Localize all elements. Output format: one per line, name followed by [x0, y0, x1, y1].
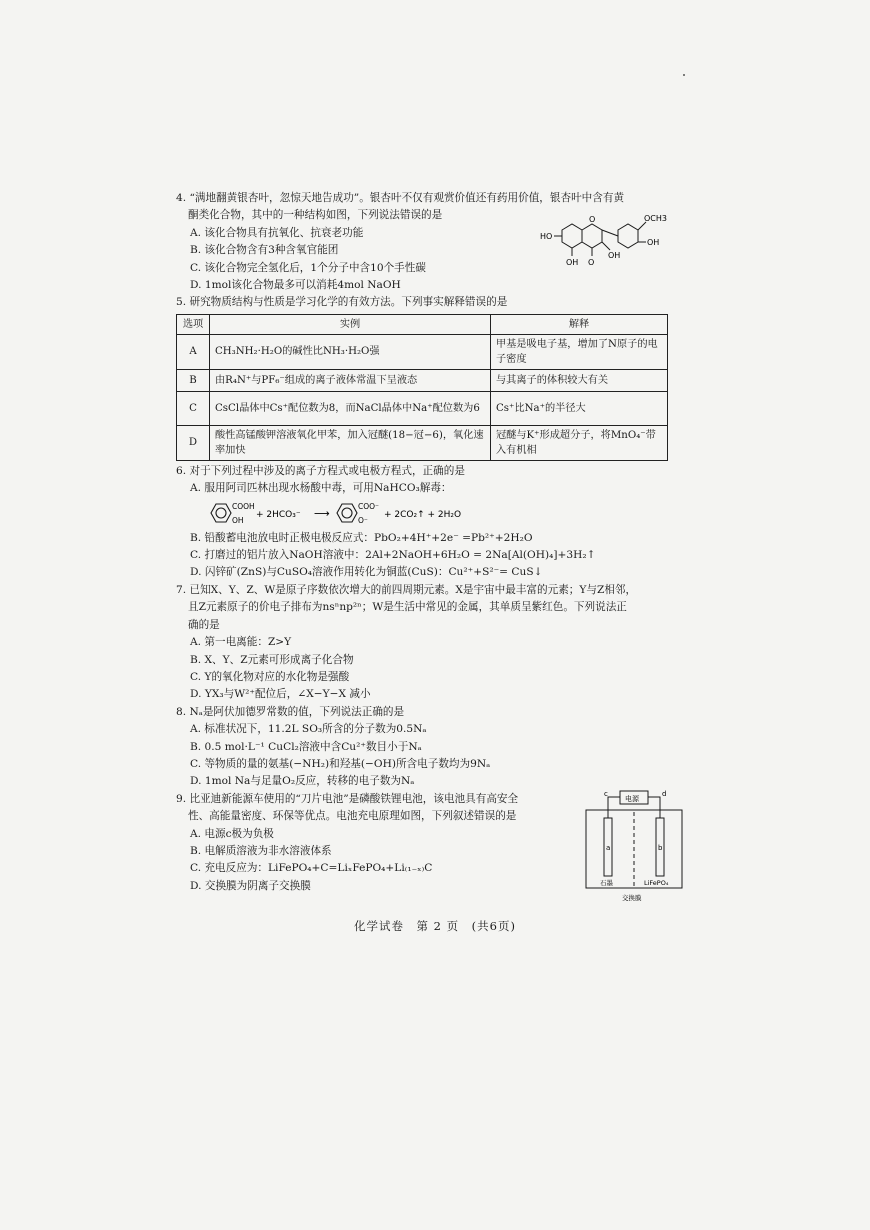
- cell-label-c: c: [604, 790, 608, 798]
- q9-stem-line2: 性、高能量密度、环保等优点。电池充电原理如图，下列叙述错误的是: [188, 810, 517, 823]
- mol-oh-bottom-left: OH: [566, 258, 579, 267]
- q4-option-d: D. 1mol该化合物最多可以消耗4mol NaOH: [190, 279, 401, 292]
- q5-row-b-example: 由R₄N⁺与PF₆⁻组成的离子液体常温下呈液态: [210, 369, 491, 391]
- cell-label-graphite: 石墨: [600, 879, 613, 887]
- eq-coo-label: COO⁻: [358, 501, 380, 511]
- question-7: [176, 582, 668, 704]
- table-row: [177, 425, 668, 460]
- mol-o-ring: O: [589, 215, 596, 224]
- flavonoid-structure-figure: [540, 210, 680, 280]
- mol-och3: OCH3: [644, 214, 667, 223]
- salicylic-acid-equation: [204, 500, 524, 528]
- benzene-ring-right-icon: [337, 504, 357, 522]
- mol-o-ketone: O: [588, 258, 595, 267]
- aromatic-circle-right: [342, 508, 352, 518]
- q5-row-a-example: CH₃NH₂·H₂O的碱性比NH₃·H₂O强: [210, 334, 491, 369]
- cell-label-d: d: [662, 790, 667, 798]
- eq-cooh-label: COOH: [232, 501, 255, 511]
- q5-header-row: [177, 314, 668, 334]
- q4-stem-line1: 4. “满地翻黄银杏叶，忽惊天地告成功”。银杏叶不仅有观赏价值还有药用价值，银杏叶中含有黄: [176, 192, 625, 204]
- q5-header-option: 选项: [177, 314, 210, 334]
- q5-row-c-example: CsCl晶体中Cs⁺配位数为8，而NaCl晶体中Na⁺配位数为6: [210, 391, 491, 425]
- q6-option-d: D. 闪锌矿(ZnS)与CuSO₄溶液作用转化为铜蓝(CuS)：Cu²⁺+S²⁻= CuS↓: [190, 566, 543, 579]
- q5-stem: 5. 研究物质结构与性质是学习化学的有效方法。下列事实解释错误的是: [176, 296, 508, 309]
- q8-stem: 8. Nₐ是阿伏加德罗常数的值，下列说法正确的是: [176, 705, 405, 718]
- q4-option-c: C. 该化合物完全氢化后，1个分子中含10个手性碳: [190, 261, 426, 274]
- question-8: [176, 704, 668, 791]
- q8-option-b: B. 0.5 mol·L⁻¹ CuCl₂溶液中含Cu²⁺数目小于Nₐ: [190, 740, 422, 753]
- q6-option-a: A. 服用阿司匹林出现水杨酸中毒，可用NaHCO₃解毒：: [190, 482, 452, 495]
- q5-row-b-option: B: [177, 369, 210, 391]
- ring-a-icon: [562, 224, 582, 248]
- mol-ho-left: HO: [540, 232, 553, 241]
- q5-row-b-explain: 与其离子的体积较大有关: [491, 369, 668, 391]
- cell-label-membrane: 交换膜: [622, 894, 642, 902]
- q8-option-c: C. 等物质的量的氨基(−NH₂)和羟基(−OH)所含电子数均为9Nₐ: [190, 757, 491, 770]
- q5-row-c-explain: Cs⁺比Na⁺的半径大: [491, 391, 668, 425]
- scan-speck: [683, 74, 685, 76]
- question-6: [176, 463, 668, 582]
- q5-row-d-example: 酸性高锰酸钾溶液氧化甲苯，加入冠醚(18−冠−6)，氧化速率加快: [210, 425, 491, 460]
- q8-option-a: A. 标准状况下，11.2L SO₃所含的分子数为0.5Nₐ: [190, 723, 427, 736]
- battery-cell-figure: [582, 788, 686, 906]
- q6-option-c: C. 打磨过的铝片放入NaOH溶液中：2Al+2NaOH+6H₂O = 2Na[Al(OH)₄]+3H₂↑: [190, 549, 596, 562]
- table-row: [177, 334, 668, 369]
- cell-label-power: 电源: [625, 795, 639, 803]
- eq-ominus-label: O⁻: [358, 515, 368, 525]
- mol-oh-bottom-right: OH: [608, 251, 621, 260]
- cell-label-b: b: [658, 844, 663, 852]
- q4-option-a: A. 该化合物具有抗氧化、抗衰老功能: [190, 226, 364, 239]
- q6-option-b: B. 铅酸蓄电池放电时正极电极反应式：PbO₂+4H⁺+2e⁻ =Pb²⁺+2H₂O: [190, 531, 533, 544]
- eq-plus-hco3: + 2HCO₃⁻: [256, 509, 301, 520]
- q8-option-d: D. 1mol Na与足量O₂反应，转移的电子数为Nₐ: [190, 775, 415, 788]
- table-row: [177, 391, 668, 425]
- q9-stem-line1: 9. 比亚迪新能源车使用的“刀片电池”是磷酸铁锂电池，该电池具有高安全: [176, 792, 519, 805]
- ring-c-icon: [582, 224, 602, 248]
- q5-table: [176, 314, 668, 461]
- page-footer: 化学试卷 第 2 页 (共6页): [354, 919, 516, 933]
- q7-option-d: D. YX₃与W²⁺配位后，∠X−Y−X 减小: [190, 688, 371, 701]
- q7-stem-line1: 7. 已知X、Y、Z、W是原子序数依次增大的前四周期元素。X是宇宙中最丰富的元素；Y与Z相邻，: [176, 583, 637, 596]
- q7-stem-line3: 确的是: [188, 618, 220, 631]
- aromatic-circle-left: [216, 508, 226, 518]
- eq-oh-label: OH: [232, 515, 244, 525]
- q7-option-a: A. 第一电离能：Z>Y: [190, 636, 292, 649]
- eq-products: + 2CO₂↑ + 2H₂O: [384, 509, 462, 520]
- q9-option-b: B. 电解质溶液为非水溶液体系: [190, 844, 332, 857]
- q5-header-explain: 解释: [491, 314, 668, 334]
- cell-label-a: a: [606, 844, 611, 852]
- ring-b-icon: [618, 224, 638, 248]
- q5-row-a-option: A: [177, 334, 210, 369]
- q7-stem-line2: 且Z元素原子的价电子排布为nsⁿnp²ⁿ；W是生活中常见的金属，其单质呈紫红色。下列说法正: [188, 601, 627, 614]
- question-5: [176, 294, 668, 460]
- table-row: [177, 369, 668, 391]
- q7-option-c: C. Y的氧化物对应的水化物是强酸: [190, 670, 350, 683]
- q5-header-example: 实例: [210, 314, 491, 334]
- q6-stem: 6. 对于下列过程中涉及的离子方程式或电极方程式，正确的是: [176, 464, 465, 477]
- q5-row-a-explain: 甲基是吸电子基，增加了N原子的电子密度: [491, 334, 668, 369]
- q4-option-b: B. 该化合物含有3种含氧官能团: [190, 244, 339, 257]
- cell-label-lifepo4: LiFePO₄: [644, 879, 669, 887]
- benzene-ring-left-icon: [211, 504, 231, 522]
- q9-option-a: A. 电源c极为负极: [190, 827, 274, 840]
- q5-row-d-explain: 冠醚与K⁺形成超分子，将MnO₄⁻带入有机相: [491, 425, 668, 460]
- q9-option-d: D. 交换膜为阴离子交换膜: [190, 879, 311, 892]
- eq-arrow: ⟶: [314, 506, 330, 520]
- q9-option-c: C. 充电反应为：LiFePO₄+C=LiₓFePO₄+Li₍₁₋ₓ₎C: [190, 862, 433, 875]
- q5-row-d-option: D: [177, 425, 210, 460]
- q5-row-c-option: C: [177, 391, 210, 425]
- q7-option-b: B. X、Y、Z元素可形成离子化合物: [190, 653, 354, 666]
- q4-stem-line2: 酮类化合物，其中的一种结构如图，下列说法错误的是: [188, 209, 443, 222]
- mol-oh-right: OH: [647, 238, 660, 247]
